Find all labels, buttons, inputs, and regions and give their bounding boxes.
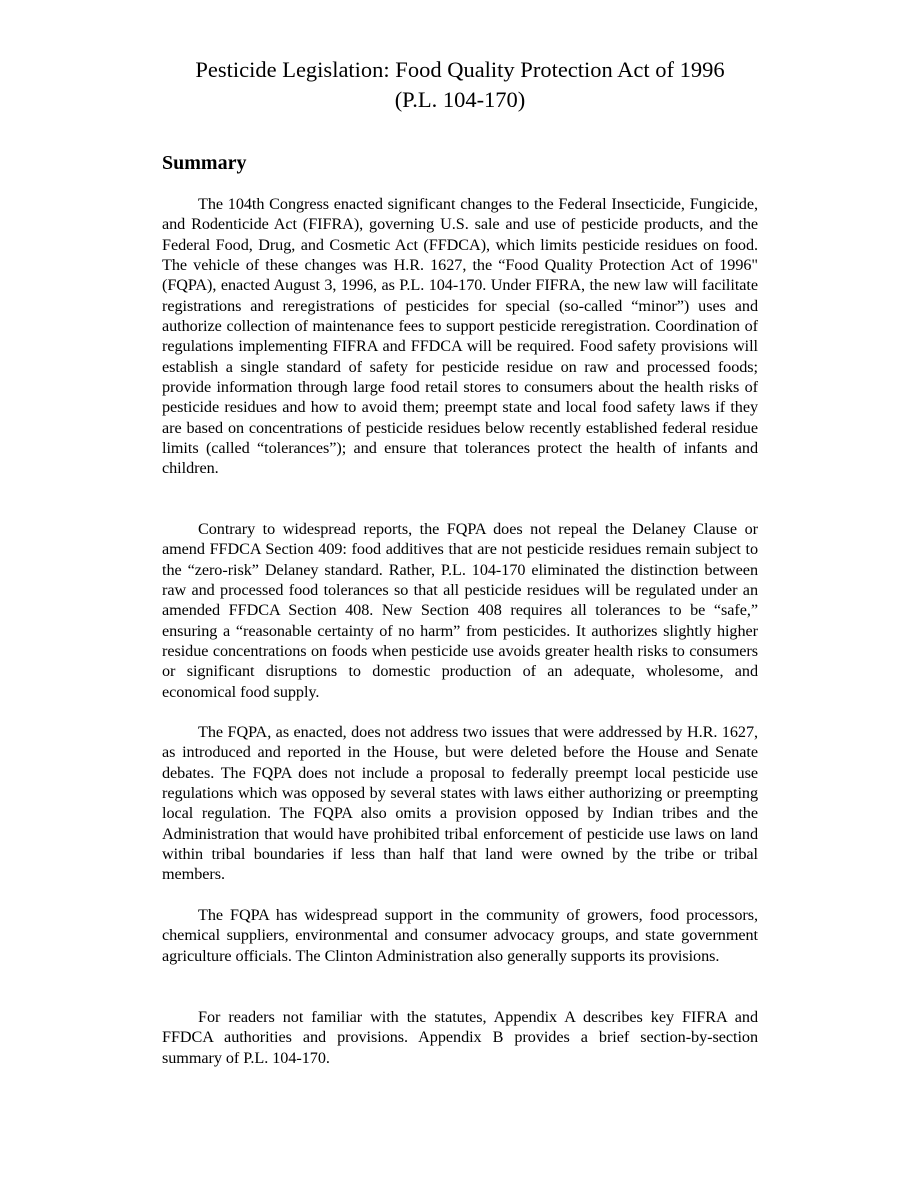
section-heading-summary: Summary	[162, 152, 247, 174]
document-title	[110, 55, 810, 115]
summary-paragraph-1: The 104th Congress enacted significant changes to the Federal Insecticide, Fungicide, and Rodenticide Act (FIFRA), governing U.S. sale and use of pesticide products, and the Federal Food, Drug, and Cosmetic Act (FFDCA), which limits pesticide residues on food. The vehicle of these changes was H.R. 1627, the “Food Quality Protection Act of 1996" (FQPA), enacted August 3, 1996, as P.L. 104-170. Under FIFRA, the new law will facilitate registrations and reregistrations of pesticides for special (so-called “minor”) uses and authorize collection of maintenance fees to support pesticide reregistration. Coordination of regulations implementing FIFRA and FFDCA will be required. Food safety provisions will establish a single standard of safety for pesticide residue on raw and processed foods; provide information through large food retail stores to consumers about the health risks of pesticide residues and how to avoid them; preempt state and local food safety laws if they are based on concentrations of pesticide residues below recently established federal residue limits (called “tolerances”); and ensure that tolerances protect the health of infants and children.	[162, 195, 758, 478]
summary-paragraph-5: For readers not familiar with the statutes, Appendix A describes key FIFRA and FFDCA authorities and provisions. Appendix B provides a brief section-by-section summary of P.L. 104-170.	[162, 1008, 758, 1067]
summary-paragraph-3: The FQPA, as enacted, does not address two issues that were addressed by H.R. 1627, as introduced and reported in the House, but were deleted before the House and Senate debates. The FQPA does not include a proposal to federally preempt local pesticide use regulations which was opposed by several states with laws either authorizing or preempting local regulation. The FQPA also omits a provision opposed by Indian tribes and the Administration that would have prohibited tribal enforcement of pesticide use laws on land within tribal boundaries if less than half that land were owned by the tribe or tribal members.	[162, 723, 758, 884]
summary-paragraph-2: Contrary to widespread reports, the FQPA does not repeal the Delaney Clause or amend FFDCA Section 409: food additives that are not pesticide residues remain subject to the “zero-risk” Delaney standard. Rather, P.L. 104-170 eliminated the distinction between raw and processed food tolerances so that all pesticide residues will be regulated under an amended FFDCA Section 408. New Section 408 requires all tolerances to be “safe,” ensuring a “reasonable certainty of no harm” from pesticides. It authorizes slightly higher residue concentrations on foods when pesticide use avoids greater health risks to consumers or significant disruptions to domestic production of an adequate, wholesome, and economical food supply.	[162, 520, 758, 701]
summary-paragraph-4: The FQPA has widespread support in the community of growers, food processors, chemical suppliers, environmental and consumer advocacy groups, and state government agriculture officials. The Clinton Administration also generally supports its provisions.	[162, 906, 758, 965]
title-line-1: Pesticide Legislation: Food Quality Protection Act of 1996	[195, 57, 725, 82]
title-line-2: (P.L. 104-170)	[394, 87, 526, 112]
